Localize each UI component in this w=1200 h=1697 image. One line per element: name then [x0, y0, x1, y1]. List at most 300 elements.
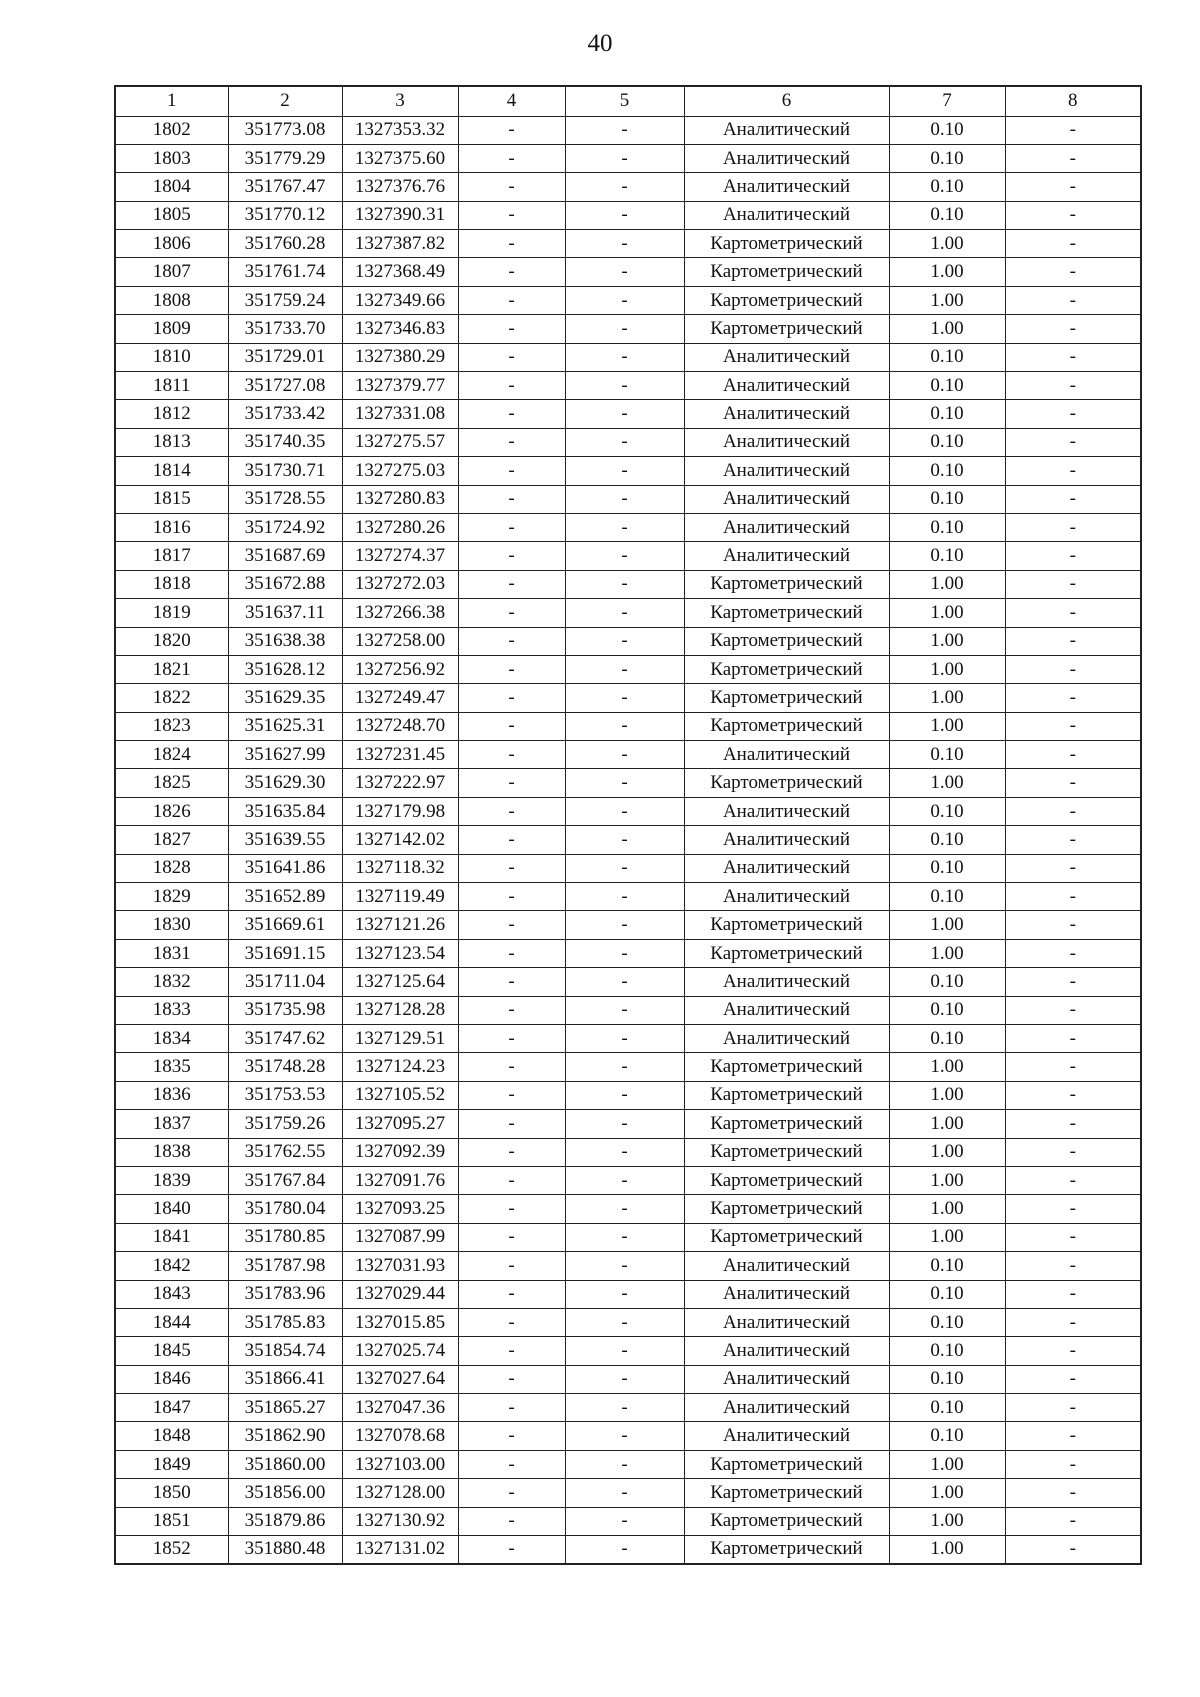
- table-row: [115, 457, 1141, 485]
- cell-col-4: -: [458, 712, 565, 740]
- cell-accuracy: 0.10: [889, 428, 1005, 456]
- cell-coord-x: 351785.83: [228, 1308, 342, 1336]
- cell-col-5: -: [565, 1252, 684, 1280]
- table-row: [115, 1450, 1141, 1478]
- cell-col-5: -: [565, 684, 684, 712]
- cell-col-4: -: [458, 1479, 565, 1507]
- cell-col-8: -: [1005, 854, 1141, 882]
- cell-col-4: -: [458, 144, 565, 172]
- cell-col-8: -: [1005, 372, 1141, 400]
- column-header-6: 6: [684, 86, 889, 116]
- cell-point-number: 1807: [115, 258, 228, 286]
- cell-point-number: 1805: [115, 201, 228, 229]
- cell-method: Картометрический: [684, 1479, 889, 1507]
- cell-method: Аналитический: [684, 968, 889, 996]
- cell-col-8: -: [1005, 996, 1141, 1024]
- table-row: [115, 1166, 1141, 1194]
- table-row: [115, 655, 1141, 683]
- cell-col-8: -: [1005, 570, 1141, 598]
- cell-coord-x: 351669.61: [228, 911, 342, 939]
- cell-coord-x: 351860.00: [228, 1450, 342, 1478]
- cell-coord-y: 1327103.00: [342, 1450, 458, 1478]
- cell-point-number: 1812: [115, 400, 228, 428]
- table-row: [115, 286, 1141, 314]
- cell-coord-y: 1327275.57: [342, 428, 458, 456]
- cell-point-number: 1835: [115, 1053, 228, 1081]
- cell-coord-y: 1327123.54: [342, 939, 458, 967]
- cell-coord-y: 1327128.00: [342, 1479, 458, 1507]
- cell-col-4: -: [458, 1081, 565, 1109]
- cell-col-5: -: [565, 627, 684, 655]
- table-row: [115, 201, 1141, 229]
- cell-coord-y: 1327087.99: [342, 1223, 458, 1251]
- cell-col-4: -: [458, 258, 565, 286]
- cell-col-4: -: [458, 1422, 565, 1450]
- cell-col-4: -: [458, 1195, 565, 1223]
- cell-col-5: -: [565, 201, 684, 229]
- cell-method: Картометрический: [684, 1081, 889, 1109]
- cell-coord-x: 351856.00: [228, 1479, 342, 1507]
- cell-coord-x: 351729.01: [228, 343, 342, 371]
- cell-point-number: 1845: [115, 1337, 228, 1365]
- cell-col-5: -: [565, 1507, 684, 1535]
- cell-accuracy: 0.10: [889, 797, 1005, 825]
- cell-method: Картометрический: [684, 1110, 889, 1138]
- cell-point-number: 1828: [115, 854, 228, 882]
- cell-col-4: -: [458, 201, 565, 229]
- cell-method: Картометрический: [684, 1138, 889, 1166]
- table-row: [115, 627, 1141, 655]
- cell-col-5: -: [565, 1053, 684, 1081]
- table-row: [115, 911, 1141, 939]
- cell-accuracy: 1.00: [889, 655, 1005, 683]
- cell-accuracy: 1.00: [889, 570, 1005, 598]
- cell-col-4: -: [458, 1138, 565, 1166]
- cell-point-number: 1803: [115, 144, 228, 172]
- cell-col-4: -: [458, 1252, 565, 1280]
- cell-col-8: -: [1005, 1081, 1141, 1109]
- cell-accuracy: 1.00: [889, 769, 1005, 797]
- cell-method: Картометрический: [684, 684, 889, 712]
- cell-accuracy: 1.00: [889, 1450, 1005, 1478]
- cell-col-5: -: [565, 712, 684, 740]
- cell-coord-x: 351783.96: [228, 1280, 342, 1308]
- table-row: [115, 1081, 1141, 1109]
- cell-col-8: -: [1005, 1365, 1141, 1393]
- cell-coord-y: 1327375.60: [342, 144, 458, 172]
- cell-coord-x: 351779.29: [228, 144, 342, 172]
- cell-method: Аналитический: [684, 485, 889, 513]
- cell-point-number: 1838: [115, 1138, 228, 1166]
- cell-method: Аналитический: [684, 201, 889, 229]
- cell-coord-x: 351733.42: [228, 400, 342, 428]
- cell-accuracy: 0.10: [889, 826, 1005, 854]
- cell-coord-x: 351687.69: [228, 542, 342, 570]
- table-row: [115, 428, 1141, 456]
- cell-coord-x: 351759.26: [228, 1110, 342, 1138]
- cell-method: Картометрический: [684, 655, 889, 683]
- cell-coord-y: 1327119.49: [342, 883, 458, 911]
- cell-coord-x: 351770.12: [228, 201, 342, 229]
- cell-col-8: -: [1005, 1394, 1141, 1422]
- cell-col-5: -: [565, 741, 684, 769]
- cell-accuracy: 0.10: [889, 1365, 1005, 1393]
- cell-col-5: -: [565, 1337, 684, 1365]
- cell-point-number: 1829: [115, 883, 228, 911]
- table-row: [115, 1365, 1141, 1393]
- cell-coord-y: 1327390.31: [342, 201, 458, 229]
- cell-col-5: -: [565, 173, 684, 201]
- cell-col-5: -: [565, 1450, 684, 1478]
- cell-coord-y: 1327029.44: [342, 1280, 458, 1308]
- cell-accuracy: 1.00: [889, 258, 1005, 286]
- cell-method: Аналитический: [684, 1280, 889, 1308]
- cell-col-5: -: [565, 1280, 684, 1308]
- cell-coord-x: 351638.38: [228, 627, 342, 655]
- cell-coord-x: 351767.47: [228, 173, 342, 201]
- cell-point-number: 1802: [115, 116, 228, 144]
- cell-coord-x: 351735.98: [228, 996, 342, 1024]
- cell-col-8: -: [1005, 1053, 1141, 1081]
- cell-accuracy: 0.10: [889, 883, 1005, 911]
- cell-point-number: 1827: [115, 826, 228, 854]
- cell-col-5: -: [565, 343, 684, 371]
- cell-col-4: -: [458, 1450, 565, 1478]
- cell-col-4: -: [458, 173, 565, 201]
- cell-point-number: 1843: [115, 1280, 228, 1308]
- cell-coord-x: 351747.62: [228, 1025, 342, 1053]
- cell-point-number: 1810: [115, 343, 228, 371]
- cell-coord-x: 351727.08: [228, 372, 342, 400]
- cell-coord-y: 1327125.64: [342, 968, 458, 996]
- cell-col-8: -: [1005, 485, 1141, 513]
- table-row: [115, 1195, 1141, 1223]
- cell-col-8: -: [1005, 939, 1141, 967]
- cell-coord-x: 351761.74: [228, 258, 342, 286]
- cell-col-5: -: [565, 1365, 684, 1393]
- cell-coord-x: 351773.08: [228, 116, 342, 144]
- cell-coord-x: 351629.30: [228, 769, 342, 797]
- cell-coord-y: 1327078.68: [342, 1422, 458, 1450]
- cell-coord-y: 1327346.83: [342, 315, 458, 343]
- cell-coord-x: 351625.31: [228, 712, 342, 740]
- cell-col-4: -: [458, 883, 565, 911]
- cell-accuracy: 1.00: [889, 286, 1005, 314]
- cell-method: Картометрический: [684, 911, 889, 939]
- cell-col-8: -: [1005, 173, 1141, 201]
- cell-col-8: -: [1005, 627, 1141, 655]
- cell-coord-x: 351635.84: [228, 797, 342, 825]
- cell-coord-x: 351780.85: [228, 1223, 342, 1251]
- cell-accuracy: 0.10: [889, 1252, 1005, 1280]
- cell-coord-x: 351637.11: [228, 599, 342, 627]
- cell-point-number: 1832: [115, 968, 228, 996]
- cell-method: Картометрический: [684, 570, 889, 598]
- table-row: [115, 1422, 1141, 1450]
- cell-coord-y: 1327130.92: [342, 1507, 458, 1535]
- cell-col-4: -: [458, 599, 565, 627]
- cell-col-5: -: [565, 1308, 684, 1336]
- cell-point-number: 1809: [115, 315, 228, 343]
- cell-col-4: -: [458, 1394, 565, 1422]
- cell-col-8: -: [1005, 911, 1141, 939]
- table-row: [115, 230, 1141, 258]
- cell-method: Аналитический: [684, 144, 889, 172]
- cell-col-8: -: [1005, 1223, 1141, 1251]
- cell-accuracy: 1.00: [889, 1507, 1005, 1535]
- cell-coord-x: 351672.88: [228, 570, 342, 598]
- cell-method: Картометрический: [684, 1536, 889, 1564]
- cell-col-4: -: [458, 372, 565, 400]
- cell-col-5: -: [565, 797, 684, 825]
- cell-col-8: -: [1005, 258, 1141, 286]
- cell-accuracy: 0.10: [889, 1280, 1005, 1308]
- cell-point-number: 1825: [115, 769, 228, 797]
- cell-point-number: 1821: [115, 655, 228, 683]
- cell-coord-y: 1327142.02: [342, 826, 458, 854]
- cell-col-4: -: [458, 939, 565, 967]
- cell-col-4: -: [458, 1308, 565, 1336]
- cell-accuracy: 0.10: [889, 1025, 1005, 1053]
- cell-method: Аналитический: [684, 457, 889, 485]
- cell-col-4: -: [458, 627, 565, 655]
- cell-method: Аналитический: [684, 1337, 889, 1365]
- cell-col-5: -: [565, 826, 684, 854]
- cell-col-8: -: [1005, 1280, 1141, 1308]
- cell-col-5: -: [565, 457, 684, 485]
- cell-method: Картометрический: [684, 627, 889, 655]
- cell-point-number: 1852: [115, 1536, 228, 1564]
- cell-coord-x: 351629.35: [228, 684, 342, 712]
- cell-method: Картометрический: [684, 286, 889, 314]
- cell-col-5: -: [565, 1081, 684, 1109]
- cell-point-number: 1824: [115, 741, 228, 769]
- cell-coord-x: 351862.90: [228, 1422, 342, 1450]
- cell-point-number: 1839: [115, 1166, 228, 1194]
- cell-coord-y: 1327091.76: [342, 1166, 458, 1194]
- cell-col-8: -: [1005, 1252, 1141, 1280]
- cell-col-5: -: [565, 1479, 684, 1507]
- cell-col-4: -: [458, 230, 565, 258]
- table-row: [115, 116, 1141, 144]
- cell-method: Аналитический: [684, 797, 889, 825]
- cell-method: Картометрический: [684, 315, 889, 343]
- cell-coord-y: 1327380.29: [342, 343, 458, 371]
- cell-coord-x: 351780.04: [228, 1195, 342, 1223]
- cell-accuracy: 0.10: [889, 144, 1005, 172]
- cell-method: Аналитический: [684, 542, 889, 570]
- table-header-row: [115, 86, 1141, 116]
- cell-point-number: 1831: [115, 939, 228, 967]
- cell-accuracy: 0.10: [889, 201, 1005, 229]
- table-row: [115, 684, 1141, 712]
- cell-coord-x: 351787.98: [228, 1252, 342, 1280]
- cell-col-4: -: [458, 400, 565, 428]
- cell-method: Аналитический: [684, 116, 889, 144]
- cell-coord-x: 351879.86: [228, 1507, 342, 1535]
- cell-col-4: -: [458, 968, 565, 996]
- cell-col-5: -: [565, 144, 684, 172]
- column-header-3: 3: [342, 86, 458, 116]
- cell-point-number: 1834: [115, 1025, 228, 1053]
- cell-col-4: -: [458, 826, 565, 854]
- cell-coord-y: 1327376.76: [342, 173, 458, 201]
- cell-col-5: -: [565, 1138, 684, 1166]
- cell-col-8: -: [1005, 883, 1141, 911]
- cell-accuracy: 1.00: [889, 1479, 1005, 1507]
- cell-point-number: 1851: [115, 1507, 228, 1535]
- cell-col-8: -: [1005, 513, 1141, 541]
- cell-point-number: 1840: [115, 1195, 228, 1223]
- cell-coord-y: 1327280.26: [342, 513, 458, 541]
- cell-col-4: -: [458, 1536, 565, 1564]
- cell-col-5: -: [565, 513, 684, 541]
- cell-col-8: -: [1005, 1479, 1141, 1507]
- cell-method: Картометрический: [684, 258, 889, 286]
- cell-accuracy: 1.00: [889, 1195, 1005, 1223]
- table-row: [115, 1110, 1141, 1138]
- cell-point-number: 1833: [115, 996, 228, 1024]
- cell-method: Картометрический: [684, 769, 889, 797]
- table-row: [115, 1308, 1141, 1336]
- cell-method: Аналитический: [684, 854, 889, 882]
- cell-accuracy: 0.10: [889, 485, 1005, 513]
- cell-coord-y: 1327249.47: [342, 684, 458, 712]
- cell-point-number: 1823: [115, 712, 228, 740]
- cell-accuracy: 1.00: [889, 1166, 1005, 1194]
- cell-point-number: 1815: [115, 485, 228, 513]
- cell-coord-y: 1327095.27: [342, 1110, 458, 1138]
- cell-col-4: -: [458, 1365, 565, 1393]
- cell-method: Картометрический: [684, 939, 889, 967]
- cell-method: Картометрический: [684, 230, 889, 258]
- cell-accuracy: 1.00: [889, 712, 1005, 740]
- cell-method: Аналитический: [684, 400, 889, 428]
- table-row: [115, 485, 1141, 513]
- cell-coord-y: 1327231.45: [342, 741, 458, 769]
- cell-coord-x: 351639.55: [228, 826, 342, 854]
- cell-col-4: -: [458, 1507, 565, 1535]
- cell-col-4: -: [458, 1223, 565, 1251]
- column-header-8: 8: [1005, 86, 1141, 116]
- cell-col-4: -: [458, 1280, 565, 1308]
- cell-coord-y: 1327093.25: [342, 1195, 458, 1223]
- cell-coord-y: 1327248.70: [342, 712, 458, 740]
- cell-col-5: -: [565, 1536, 684, 1564]
- cell-coord-x: 351711.04: [228, 968, 342, 996]
- table-row: [115, 343, 1141, 371]
- cell-col-8: -: [1005, 1450, 1141, 1478]
- table-row: [115, 769, 1141, 797]
- cell-point-number: 1846: [115, 1365, 228, 1393]
- cell-coord-y: 1327128.28: [342, 996, 458, 1024]
- cell-accuracy: 1.00: [889, 1053, 1005, 1081]
- cell-col-8: -: [1005, 741, 1141, 769]
- cell-accuracy: 0.10: [889, 1337, 1005, 1365]
- cell-col-8: -: [1005, 1308, 1141, 1336]
- cell-accuracy: 0.10: [889, 400, 1005, 428]
- cell-method: Аналитический: [684, 1308, 889, 1336]
- cell-accuracy: 1.00: [889, 230, 1005, 258]
- cell-col-5: -: [565, 996, 684, 1024]
- cell-col-8: -: [1005, 1337, 1141, 1365]
- cell-col-8: -: [1005, 116, 1141, 144]
- cell-point-number: 1847: [115, 1394, 228, 1422]
- table-row: [115, 1507, 1141, 1535]
- cell-col-8: -: [1005, 315, 1141, 343]
- cell-coord-y: 1327015.85: [342, 1308, 458, 1336]
- cell-coord-x: 351724.92: [228, 513, 342, 541]
- table-row: [115, 854, 1141, 882]
- cell-col-4: -: [458, 854, 565, 882]
- cell-col-5: -: [565, 570, 684, 598]
- cell-point-number: 1808: [115, 286, 228, 314]
- column-header-5: 5: [565, 86, 684, 116]
- table-row: [115, 1053, 1141, 1081]
- cell-col-5: -: [565, 258, 684, 286]
- cell-coord-x: 351628.12: [228, 655, 342, 683]
- cell-col-4: -: [458, 343, 565, 371]
- cell-coord-y: 1327353.32: [342, 116, 458, 144]
- cell-accuracy: 0.10: [889, 542, 1005, 570]
- cell-col-8: -: [1005, 1166, 1141, 1194]
- cell-col-5: -: [565, 883, 684, 911]
- cell-point-number: 1820: [115, 627, 228, 655]
- cell-coord-y: 1327131.02: [342, 1536, 458, 1564]
- cell-col-4: -: [458, 769, 565, 797]
- cell-method: Аналитический: [684, 741, 889, 769]
- cell-col-8: -: [1005, 1195, 1141, 1223]
- cell-coord-y: 1327031.93: [342, 1252, 458, 1280]
- table-row: [115, 968, 1141, 996]
- cell-col-8: -: [1005, 343, 1141, 371]
- cell-accuracy: 0.10: [889, 513, 1005, 541]
- cell-method: Аналитический: [684, 996, 889, 1024]
- cell-accuracy: 1.00: [889, 911, 1005, 939]
- cell-col-8: -: [1005, 797, 1141, 825]
- cell-point-number: 1811: [115, 372, 228, 400]
- cell-accuracy: 0.10: [889, 343, 1005, 371]
- cell-col-4: -: [458, 1053, 565, 1081]
- cell-accuracy: 1.00: [889, 1223, 1005, 1251]
- cell-col-8: -: [1005, 542, 1141, 570]
- cell-col-5: -: [565, 911, 684, 939]
- cell-point-number: 1816: [115, 513, 228, 541]
- cell-point-number: 1844: [115, 1308, 228, 1336]
- cell-col-4: -: [458, 741, 565, 769]
- cell-coord-x: 351762.55: [228, 1138, 342, 1166]
- cell-col-8: -: [1005, 1507, 1141, 1535]
- cell-point-number: 1804: [115, 173, 228, 201]
- cell-method: Аналитический: [684, 1422, 889, 1450]
- cell-coord-y: 1327222.97: [342, 769, 458, 797]
- cell-col-5: -: [565, 1110, 684, 1138]
- cell-col-4: -: [458, 542, 565, 570]
- cell-method: Аналитический: [684, 372, 889, 400]
- table-row: [115, 144, 1141, 172]
- cell-method: Картометрический: [684, 599, 889, 627]
- cell-col-8: -: [1005, 599, 1141, 627]
- cell-method: Аналитический: [684, 513, 889, 541]
- cell-coord-x: 351652.89: [228, 883, 342, 911]
- cell-coord-y: 1327266.38: [342, 599, 458, 627]
- cell-coord-y: 1327379.77: [342, 372, 458, 400]
- cell-col-5: -: [565, 315, 684, 343]
- cell-accuracy: 0.10: [889, 116, 1005, 144]
- cell-coord-y: 1327105.52: [342, 1081, 458, 1109]
- cell-method: Картометрический: [684, 1166, 889, 1194]
- cell-point-number: 1826: [115, 797, 228, 825]
